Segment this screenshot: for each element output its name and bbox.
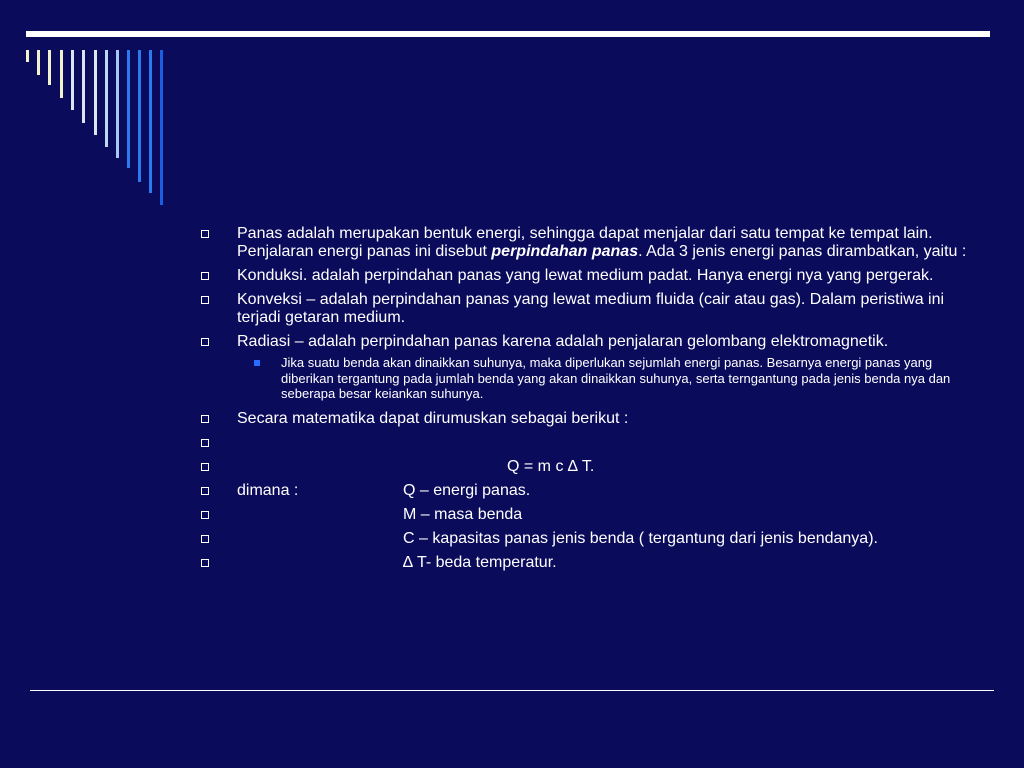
sub-bullet-text: Jika suatu benda akan dinaikkan suhunya, maka diperlukan sejumlah energi panas. Besarnya energi panas yang diberikan tergantung pada jumlah benda yang akan dinaikkan suhunya, serta terngantung pada jenis benda nya dan seberapa besar keiankan suhunya. xyxy=(281,355,951,401)
deco-bar xyxy=(116,50,119,158)
deco-bar xyxy=(26,50,29,62)
bullet-item xyxy=(200,410,970,428)
bullet-item xyxy=(200,225,970,261)
definition-text: Q – energi panas. xyxy=(403,481,531,499)
bullet-item xyxy=(200,333,970,351)
deco-bar xyxy=(138,50,141,182)
top-rule xyxy=(26,31,990,37)
definition-item xyxy=(200,530,970,548)
hollow-square-bullet-icon xyxy=(201,463,209,471)
bullet-text: Konduksi. adalah perpindahan panas yang lewat medium padat. Hanya energi nya yang pergerak. xyxy=(237,267,934,284)
formula-item xyxy=(200,458,970,476)
bullet-item xyxy=(200,291,970,327)
bullet-text: Radiasi – adalah perpindahan panas karena adalah penjalaran gelombang elektromagnetik. xyxy=(237,333,889,350)
definition-item xyxy=(200,506,970,524)
filled-square-bullet-icon xyxy=(254,360,260,366)
bullet-text: . Ada 3 jenis energi panas dirambatkan, yaitu : xyxy=(638,243,967,260)
hollow-square-bullet-icon xyxy=(201,415,209,423)
deco-bar xyxy=(71,50,74,110)
empty-bullet-item xyxy=(200,434,970,452)
bullet-text: Secara matematika dapat dirumuskan sebagai berikut : xyxy=(237,409,629,427)
hollow-square-bullet-icon xyxy=(201,511,209,519)
deco-bar xyxy=(127,50,130,168)
decorative-bars xyxy=(26,50,166,210)
deco-bar xyxy=(105,50,108,147)
dimana-label: dimana : xyxy=(237,481,299,499)
hollow-square-bullet-icon xyxy=(201,272,209,280)
slide-body xyxy=(200,225,970,578)
definition-text: ∆ T- beda temperatur. xyxy=(403,553,557,571)
bottom-rule xyxy=(30,690,994,691)
formula-text: Q = m c ∆ T. xyxy=(507,457,595,475)
deco-bar xyxy=(160,50,163,205)
deco-bar xyxy=(82,50,85,123)
hollow-square-bullet-icon xyxy=(201,296,209,304)
definition-text: M – masa benda xyxy=(403,505,523,523)
definition-item xyxy=(200,554,970,572)
definition-item xyxy=(200,482,970,500)
deco-bar xyxy=(149,50,152,193)
definition-text: C – kapasitas panas jenis benda ( tergantung dari jenis bendanya). xyxy=(403,529,878,547)
hollow-square-bullet-icon xyxy=(201,535,209,543)
hollow-square-bullet-icon xyxy=(201,559,209,567)
hollow-square-bullet-icon xyxy=(201,230,209,238)
deco-bar xyxy=(94,50,97,135)
deco-bar xyxy=(60,50,63,98)
bullet-text: Panas adalah merupakan bentuk energi, sehingga dapat menjalar dari satu tempat ke tempat lain. Penjalaran energi panas ini disebut xyxy=(237,225,933,260)
sub-bullet-item xyxy=(281,355,970,402)
hollow-square-bullet-icon xyxy=(201,338,209,346)
bullet-text: Konveksi – adalah perpindahan panas yang lewat medium fluida (cair atau gas). Dalam peristiwa ini terjadi getaran medium. xyxy=(237,291,945,326)
deco-bar xyxy=(37,50,40,75)
emphasis-text: perpindahan panas xyxy=(491,243,639,260)
hollow-square-bullet-icon xyxy=(201,487,209,495)
deco-bar xyxy=(48,50,51,85)
bullet-item xyxy=(200,267,970,285)
hollow-square-bullet-icon xyxy=(201,439,209,447)
